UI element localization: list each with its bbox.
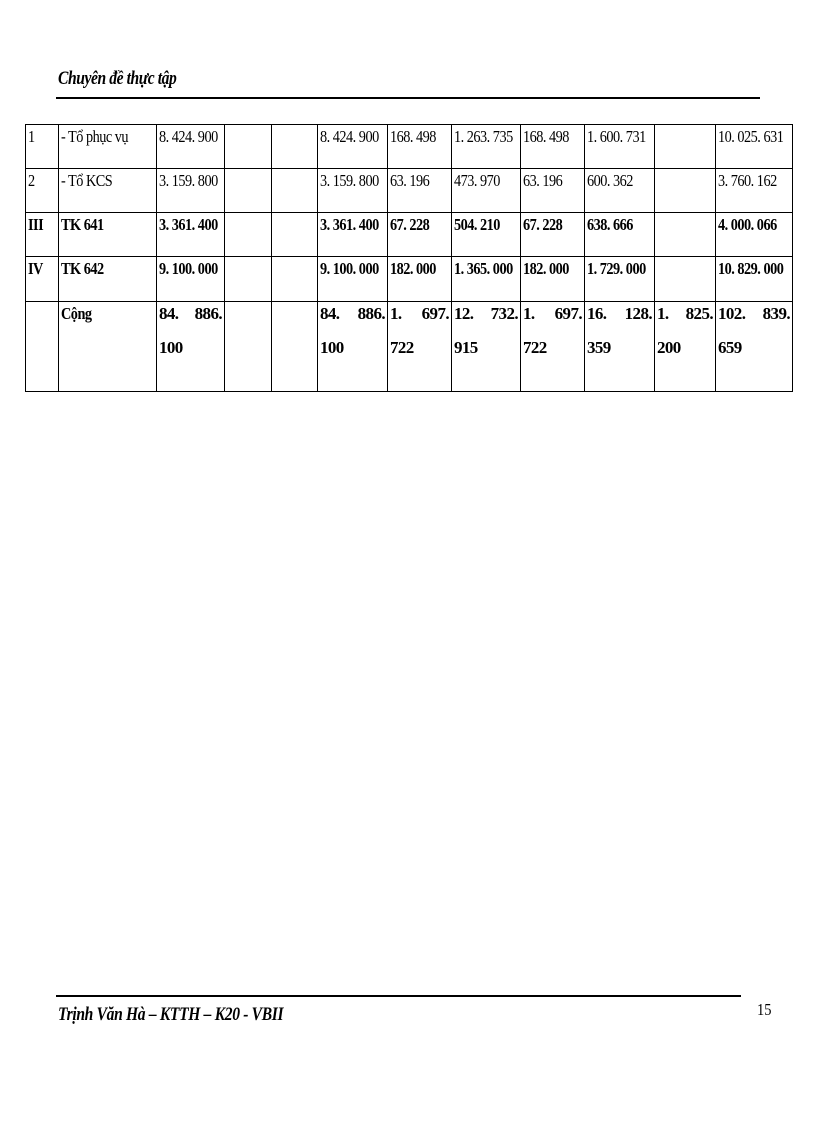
table-cell: 8. 424. 900 (318, 125, 388, 169)
table-cell: 2 (26, 169, 59, 213)
table-cell: 1. 697. 722 (521, 302, 585, 392)
table-cell (225, 125, 272, 169)
table-cell: 168. 498 (388, 125, 452, 169)
table-cell (655, 125, 716, 169)
table-cell: 504. 210 (452, 213, 521, 257)
table-cell (272, 257, 318, 302)
table-cell: 1. 825. 200 (655, 302, 716, 392)
table-cell: 67. 228 (521, 213, 585, 257)
table-cell: 1. 263. 735 (452, 125, 521, 169)
page-number: 15 (757, 1000, 772, 1019)
table-cell (26, 302, 59, 392)
table-cell: 102. 839. 659 (716, 302, 793, 392)
table-cell: 182. 000 (521, 257, 585, 302)
table-cell: 3. 361. 400 (318, 213, 388, 257)
table-cell-total-label: Cộng (59, 302, 157, 392)
table-cell: IV (26, 257, 59, 302)
page-header-title: Chuyên đề thực tập (58, 68, 177, 89)
table-cell: 9. 100. 000 (318, 257, 388, 302)
table-cell: 1. 365. 000 (452, 257, 521, 302)
table-cell: 10. 025. 631 (716, 125, 793, 169)
table-cell (655, 257, 716, 302)
table-cell: TK 642 (59, 257, 157, 302)
table-cell (655, 169, 716, 213)
table-cell: 10. 829. 000 (716, 257, 793, 302)
table-cell: 67. 228 (388, 213, 452, 257)
table-cell: 3. 760. 162 (716, 169, 793, 213)
table-cell: 3. 361. 400 (157, 213, 225, 257)
table-cell: 16. 128. 359 (585, 302, 655, 392)
table-row (26, 213, 793, 257)
table-cell: 182. 000 (388, 257, 452, 302)
table-cell: 1 (26, 125, 59, 169)
header-divider (56, 97, 760, 99)
table-cell (272, 302, 318, 392)
table-cell (655, 213, 716, 257)
table-cell (272, 213, 318, 257)
table-row (26, 125, 793, 169)
table-row-total (26, 302, 793, 392)
footer-divider (56, 995, 741, 997)
table-row (26, 169, 793, 213)
table-cell: 84. 886. 100 (318, 302, 388, 392)
footer-author: Trịnh Văn Hà – KTTH – K20 - VBII (58, 1004, 284, 1025)
table-cell (225, 302, 272, 392)
table-cell: 9. 100. 000 (157, 257, 225, 302)
table-cell (272, 169, 318, 213)
table-row (26, 257, 793, 302)
table-cell: 63. 196 (521, 169, 585, 213)
table-cell: 3. 159. 800 (157, 169, 225, 213)
table-cell: TK 641 (59, 213, 157, 257)
table-cell: 3. 159. 800 (318, 169, 388, 213)
table-cell: 1. 697. 722 (388, 302, 452, 392)
table-cell (225, 169, 272, 213)
table-cell (225, 213, 272, 257)
table-cell: - Tổ phục vụ (59, 125, 157, 169)
table-cell: 63. 196 (388, 169, 452, 213)
table-cell: 12. 732. 915 (452, 302, 521, 392)
table-cell: 638. 666 (585, 213, 655, 257)
table-cell: 1. 600. 731 (585, 125, 655, 169)
cost-allocation-table (25, 124, 793, 392)
table-cell: 8. 424. 900 (157, 125, 225, 169)
table-cell: III (26, 213, 59, 257)
table-cell: 4. 000. 066 (716, 213, 793, 257)
table-cell: 1. 729. 000 (585, 257, 655, 302)
table-cell: 84. 886. 100 (157, 302, 225, 392)
table-cell: 168. 498 (521, 125, 585, 169)
table-cell: 473. 970 (452, 169, 521, 213)
table-cell (272, 125, 318, 169)
table-cell: - Tổ KCS (59, 169, 157, 213)
table-cell (225, 257, 272, 302)
table-cell: 600. 362 (585, 169, 655, 213)
